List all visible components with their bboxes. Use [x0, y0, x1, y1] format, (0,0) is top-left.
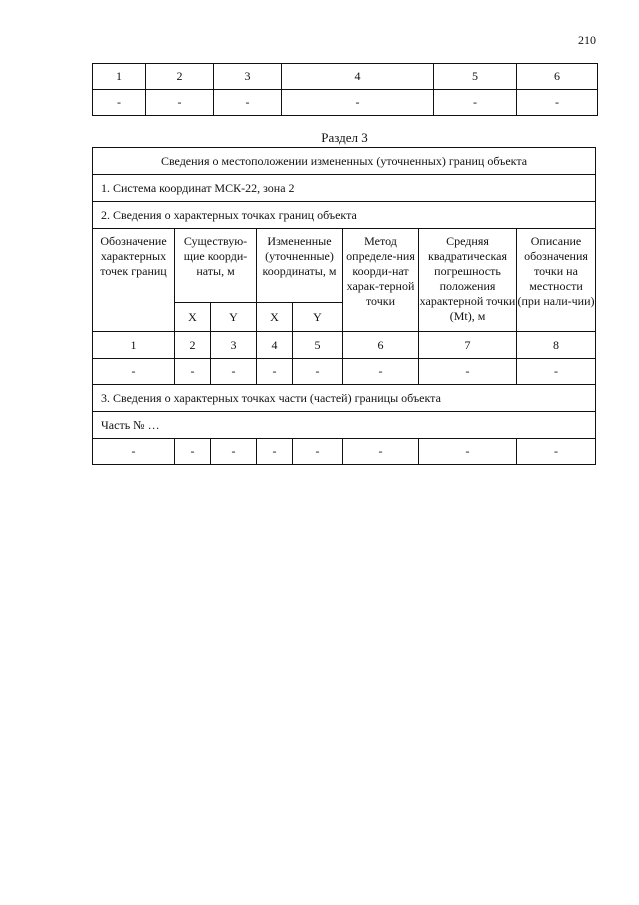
top-table-header-cell: 4 — [282, 64, 434, 90]
points-info-row — [93, 202, 596, 229]
top-table-cell: - — [214, 90, 282, 116]
coord-system-label: 1. Система координат МСК-22, зона 2 — [93, 175, 596, 202]
col-method-header: Метод определе-ния коорди-нат харак-терной точки — [343, 229, 419, 332]
top-table-cell: - — [434, 90, 517, 116]
top-table-header-cell: 5 — [434, 64, 517, 90]
table-cell: - — [419, 359, 517, 385]
points-info-label: 2. Сведения о характерных точках границ объекта — [93, 202, 596, 229]
column-number: 5 — [293, 332, 343, 359]
table-cell: - — [293, 439, 343, 465]
part-label-row — [93, 412, 596, 439]
page-number: 210 — [578, 33, 596, 47]
sub-y-header: Y — [293, 303, 343, 332]
table-cell: - — [343, 359, 419, 385]
table-cell: - — [93, 439, 175, 465]
top-table-header-row — [93, 64, 598, 90]
col-changed-header: Измененные (уточненные) координаты, м — [257, 229, 343, 303]
boundary-table — [92, 147, 596, 465]
parts-info-label: 3. Сведения о характерных точках части (частей) границы объекта — [93, 385, 596, 412]
column-number: 6 — [343, 332, 419, 359]
section-title: Раздел 3 — [321, 130, 368, 145]
col-description-header: Описание обозначения точки на местности (при нали-чии) — [517, 229, 596, 332]
col-existing-header: Существую-щие коорди-наты, м — [175, 229, 257, 303]
table-cell: - — [175, 439, 211, 465]
part-label: Часть № … — [93, 412, 596, 439]
parts-info-row — [93, 385, 596, 412]
top-table-header-cell: 1 — [93, 64, 146, 90]
sub-x-header: X — [175, 303, 211, 332]
table-cell: - — [211, 359, 257, 385]
top-table — [92, 63, 598, 116]
column-number: 8 — [517, 332, 596, 359]
column-number: 3 — [211, 332, 257, 359]
column-number: 1 — [93, 332, 175, 359]
top-table-header-cell: 2 — [146, 64, 214, 90]
col-error-header: Средняя квадратическая погрешность положения характерной точки (Mt), м — [419, 229, 517, 332]
top-table-cell: - — [282, 90, 434, 116]
column-number: 2 — [175, 332, 211, 359]
top-table-cell: - — [517, 90, 598, 116]
table-title-row — [93, 148, 596, 175]
table-title: Сведения о местоположении измененных (уточненных) границ объекта — [93, 148, 596, 175]
table-cell: - — [257, 359, 293, 385]
table-cell: - — [517, 439, 596, 465]
top-table-row — [93, 90, 598, 116]
sub-y-header: Y — [211, 303, 257, 332]
top-table-cell: - — [93, 90, 146, 116]
table-row — [93, 359, 596, 385]
table-cell: - — [211, 439, 257, 465]
column-header-row — [93, 229, 596, 303]
column-number: 4 — [257, 332, 293, 359]
column-number-row — [93, 332, 596, 359]
table-row — [93, 439, 596, 465]
table-cell: - — [517, 359, 596, 385]
table-cell: - — [419, 439, 517, 465]
sub-x-header: X — [257, 303, 293, 332]
top-table-header-cell: 6 — [517, 64, 598, 90]
table-cell: - — [293, 359, 343, 385]
top-table-cell: - — [146, 90, 214, 116]
top-table-header-cell: 3 — [214, 64, 282, 90]
table-cell: - — [343, 439, 419, 465]
table-cell: - — [175, 359, 211, 385]
col-designation-header: Обозначение характерных точек границ — [93, 229, 175, 332]
table-cell: - — [257, 439, 293, 465]
coord-system-row — [93, 175, 596, 202]
column-number: 7 — [419, 332, 517, 359]
table-cell: - — [93, 359, 175, 385]
